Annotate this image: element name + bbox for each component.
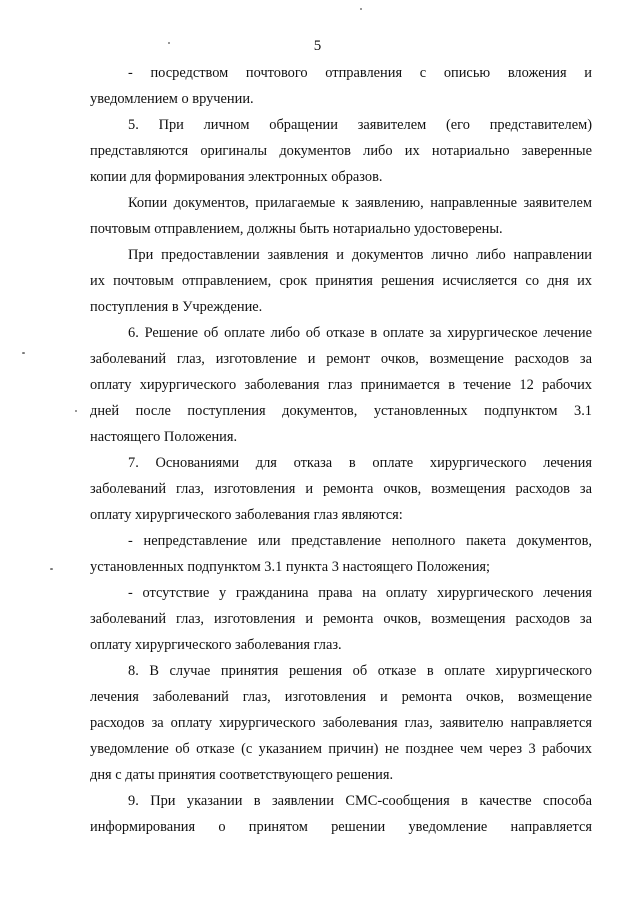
scan-speck	[168, 42, 170, 44]
scan-speck	[75, 410, 77, 412]
text-line: поступления в Учреждение.	[90, 299, 263, 315]
text-line: заболеваний глаз, изготовления и ремонта очков, возмещения расходов за	[90, 481, 592, 497]
text-line: заболеваний глаз, изготовление и ремонт очков, возмещение расходов за	[90, 351, 592, 367]
text-line: При предоставлении заявления и документов лично либо направлении	[128, 247, 592, 263]
text-line: копии для формирования электронных образов.	[90, 169, 383, 185]
text-line: настоящего Положения.	[90, 429, 238, 445]
text-line: их почтовым отправлением, срок принятия решения исчисляется со дня их	[90, 273, 592, 289]
text-line: заболеваний глаз, изготовления и ремонта очков, возмещения расходов за	[90, 611, 592, 627]
text-line: 7. Основаниями для отказа в оплате хирургического лечения	[128, 455, 592, 471]
text-line: информирования о принятом решении уведомление направляется	[90, 819, 592, 835]
text-line: - отсутствие у гражданина права на оплату хирургического лечения	[128, 585, 592, 601]
scan-speck	[360, 8, 362, 10]
text-line: уведомлением о вручении.	[90, 91, 254, 107]
page-number: 5	[313, 38, 322, 54]
text-line: представляются оригиналы документов либо их нотариально заверенные	[90, 143, 592, 159]
text-line: - непредставление или представление неполного пакета документов,	[128, 533, 592, 549]
text-line: почтовым отправлением, должны быть нотариально удостоверены.	[90, 221, 503, 237]
text-line: оплату хирургического заболевания глаз являются:	[90, 507, 403, 523]
text-line: - посредством почтового отправления с описью вложения и	[128, 65, 592, 81]
text-line: лечения заболеваний глаз, изготовления и ремонта очков, возмещение	[90, 689, 592, 705]
text-line: 9. При указании в заявлении СМС-сообщения в качестве способа	[128, 793, 592, 809]
text-line: 8. В случае принятия решения об отказе в оплате хирургического	[128, 663, 592, 679]
text-line: 6. Решение об оплате либо об отказе в оплате за хирургическое лечение	[128, 325, 592, 341]
text-line: оплату хирургического заболевания глаз принимается в течение 12 рабочих	[90, 377, 592, 393]
text-line: уведомление об отказе (с указанием причин) не позднее чем через 3 рабочих	[90, 741, 592, 757]
text-line: расходов за оплату хирургического заболевания глаз, заявителю направляется	[90, 715, 592, 731]
text-line: дней после поступления документов, установленных подпунктом 3.1	[90, 403, 592, 419]
text-line: Копии документов, прилагаемые к заявлению, направленные заявителем	[128, 195, 592, 211]
text-line: 5. При личном обращении заявителем (его представителем)	[128, 117, 592, 133]
text-line: дня с даты принятия соответствующего решения.	[90, 767, 394, 783]
text-line: установленных подпунктом 3.1 пункта 3 настоящего Положения;	[90, 559, 491, 575]
scan-speck	[50, 568, 53, 570]
scan-speck	[22, 352, 25, 354]
text-line: оплату хирургического заболевания глаз.	[90, 637, 342, 653]
